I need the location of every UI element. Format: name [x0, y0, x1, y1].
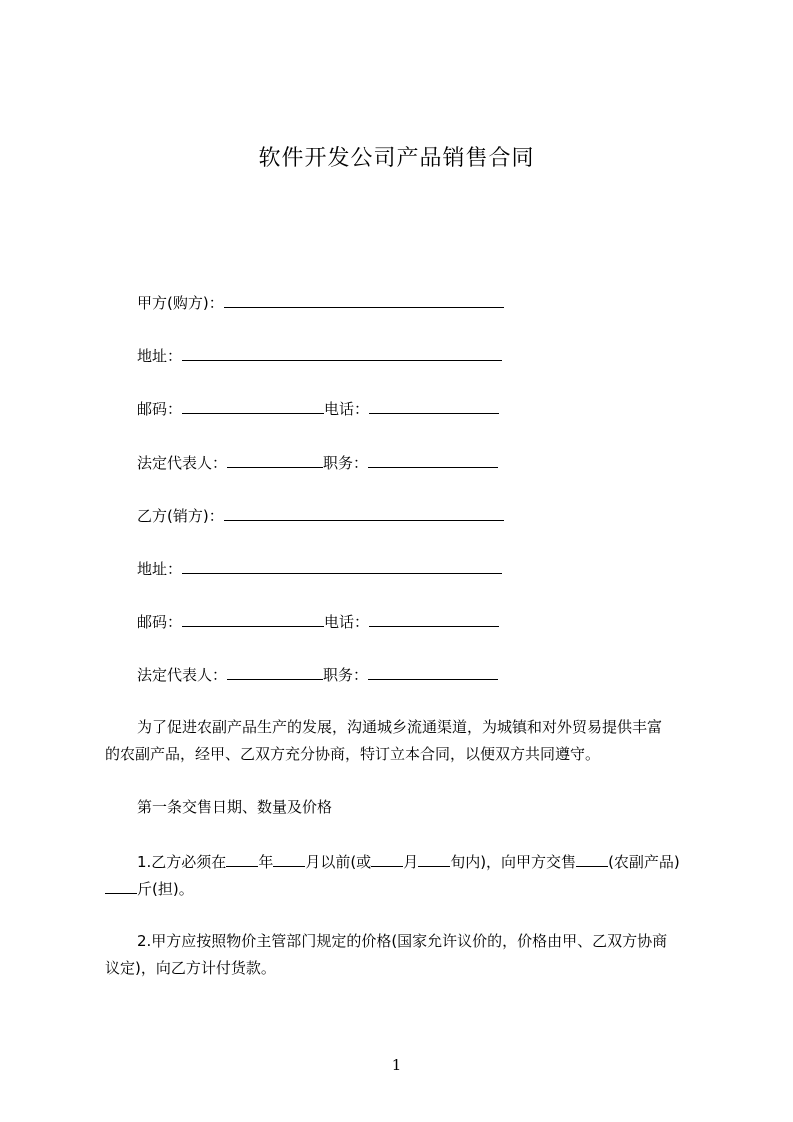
article-1-item-2-line-2: 议定)，向乙方计付货款。 — [105, 959, 276, 977]
party-a-name-label: 甲方(购方)： — [137, 294, 224, 312]
party-b-contact-line — [137, 611, 499, 632]
item1-part-2: 年 — [258, 853, 274, 871]
preamble-line-2: 的农副产品，经甲、乙双方充分协商，特订立本合同，以便双方共同遵守。 — [105, 745, 601, 763]
party-b-phone-label: 电话： — [324, 613, 370, 631]
item1-part-5: 旬内)，向甲方交售 — [450, 853, 577, 871]
item1-part-6: (农副产品) — [608, 853, 680, 871]
party-a-phone-label: 电话： — [324, 400, 370, 418]
page-number: 1 — [391, 1056, 402, 1074]
party-b-phone-blank — [369, 611, 499, 627]
month-alt-blank — [371, 851, 403, 867]
article-1-item-1-line-2 — [105, 878, 194, 899]
party-a-name-line — [137, 292, 504, 313]
party-a-rep-label: 法定代表人： — [137, 454, 228, 472]
party-a-address-line — [137, 345, 502, 366]
party-b-position-label: 职务： — [323, 666, 369, 684]
party-b-name-line — [137, 505, 504, 526]
party-a-position-label: 职务： — [323, 454, 369, 472]
party-a-rep-line — [137, 452, 498, 473]
year-blank — [226, 851, 258, 867]
party-a-postcode-blank — [182, 398, 324, 414]
party-b-address-blank — [182, 558, 502, 574]
item1-part-7: 斤(担)。 — [137, 880, 194, 898]
party-b-address-line — [137, 558, 502, 579]
item1-part-3: 月以前(或 — [305, 853, 372, 871]
document-title: 软件开发公司产品销售合同 — [258, 146, 535, 171]
item1-part-1: 1.乙方必须在 — [137, 853, 227, 871]
party-b-name-label: 乙方(销方)： — [137, 507, 224, 525]
product-blank — [576, 851, 608, 867]
party-b-postcode-blank — [182, 611, 324, 627]
party-b-rep-label: 法定代表人： — [137, 666, 228, 684]
article-1-heading: 第一条交售日期、数量及价格 — [137, 798, 333, 816]
party-a-position-blank — [368, 452, 498, 468]
item1-part-4: 月 — [403, 853, 419, 871]
period-blank — [418, 851, 450, 867]
party-a-name-blank — [224, 292, 504, 308]
party-a-phone-blank — [369, 398, 499, 414]
party-b-address-label: 地址： — [137, 560, 183, 578]
article-1-item-1-line-1 — [137, 851, 680, 872]
quantity-blank — [105, 878, 137, 894]
party-a-address-blank — [182, 345, 502, 361]
party-a-rep-blank — [227, 452, 323, 468]
party-a-contact-line — [137, 398, 499, 419]
party-b-rep-blank — [227, 664, 323, 680]
article-1-item-2-line-1: 2.甲方应按照物价主管部门规定的价格(国家允许议价的，价格由甲、乙双方协商 — [137, 932, 668, 950]
party-b-position-blank — [368, 664, 498, 680]
month-blank — [273, 851, 305, 867]
party-a-address-label: 地址： — [137, 347, 183, 365]
preamble-line-1: 为了促进农副产品生产的发展，沟通城乡流通渠道，为城镇和对外贸易提供丰富 — [137, 718, 663, 736]
party-b-postcode-label: 邮码： — [137, 613, 183, 631]
party-b-name-blank — [224, 505, 504, 521]
party-a-postcode-label: 邮码： — [137, 400, 183, 418]
party-b-rep-line — [137, 664, 498, 685]
